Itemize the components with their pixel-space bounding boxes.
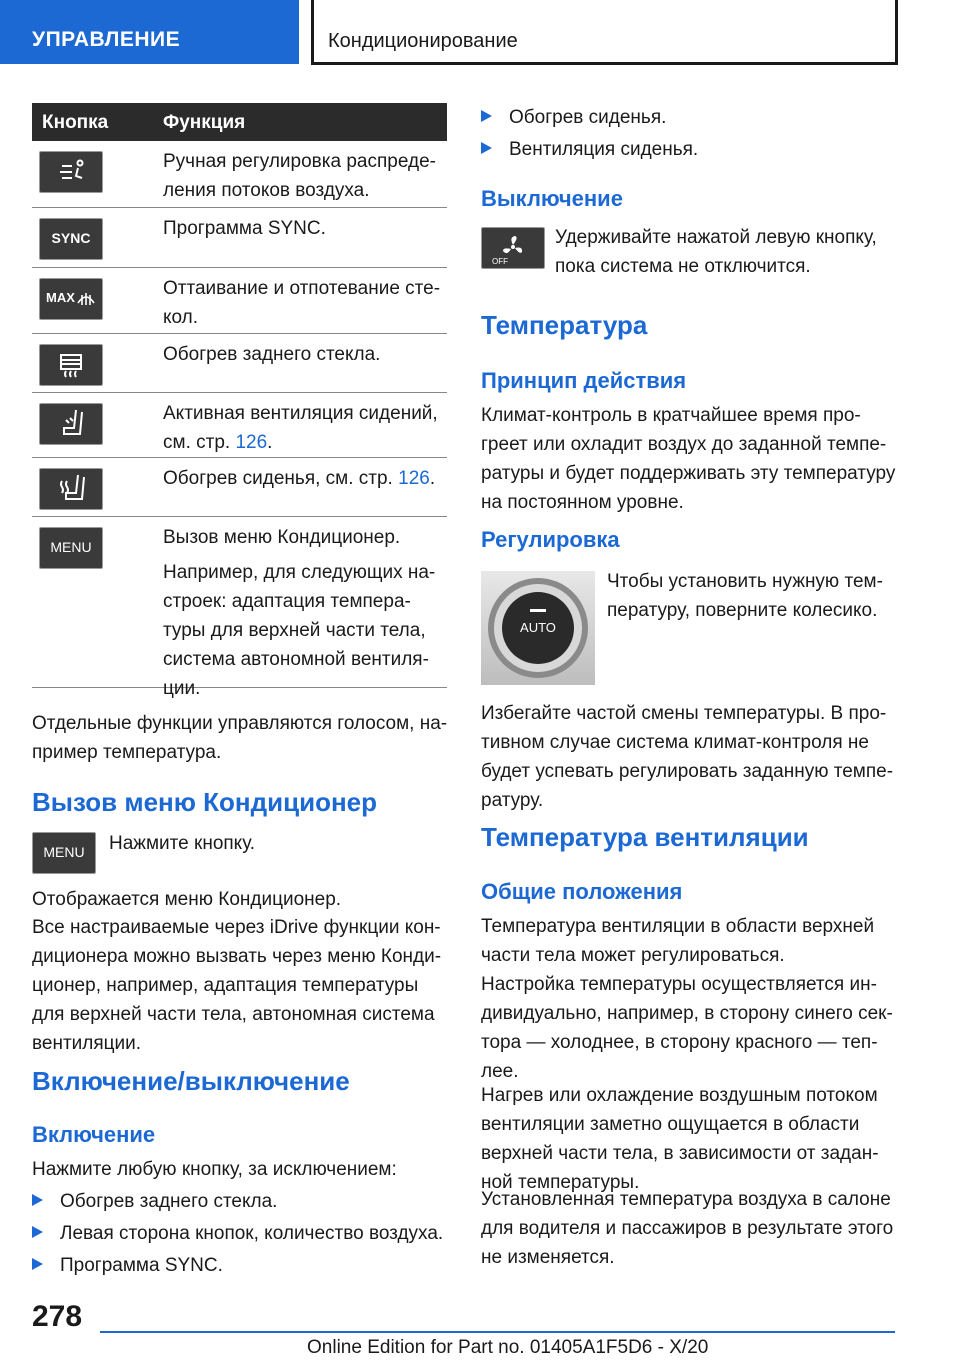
general-p4: Установленная температура воздуха в салоне для водителя и пассажиров в результате этого не изменяется. — [481, 1189, 894, 1268]
off-text: Удерживайте нажатой левую кнопку, пока система не отключится. — [555, 227, 877, 277]
page-link[interactable]: 126 — [235, 432, 268, 453]
table-row — [32, 393, 447, 458]
footer-divider — [100, 1331, 895, 1333]
principle-text: Климат-контроль в кратчайшее время про- греет или охладит воздух до заданной темпе- ратуры и будет поддерживать эту температуру на постоянном уровне. — [481, 405, 896, 513]
header-function: Функция — [163, 112, 246, 133]
menu-shown-text: Отображается меню Кондиционер. — [32, 889, 342, 910]
header-button: Кнопка — [42, 112, 109, 133]
section-title: УПРАВЛЕНИЕ — [32, 28, 181, 51]
voice-note: Отдельные функции управляются голосом, на- пример температура. — [32, 713, 448, 763]
row-text: Программа SYNC. — [163, 218, 326, 239]
off-heading: Выключение — [481, 186, 623, 211]
onoff-heading: Включение/выключение — [32, 1066, 350, 1096]
row-text: Вызов меню Кондиционер. — [163, 527, 401, 548]
table-row — [32, 334, 447, 393]
row-text: см. стр. 126. — [163, 432, 273, 453]
table-row — [32, 268, 447, 334]
svg-text:OFF: OFF — [492, 257, 508, 266]
idrive-note: Все настраиваемые через iDrive функции кон- диционера можно вызвать через меню Конди- ционер, например, адаптация температуры для верхней части тела, автономная система вентиляции. — [32, 917, 442, 1054]
max-defrost-icon: MAX — [39, 278, 103, 320]
row-text: Оттаивание и отпотевание сте- — [163, 278, 441, 299]
general-p1: Температура вентиляции в области верхней части тела может регулироваться. — [481, 916, 875, 966]
sync-icon: SYNC — [39, 218, 103, 260]
row-text: Обогрев заднего стекла. — [163, 344, 381, 365]
page-number: 278 — [32, 1300, 83, 1333]
menu-icon: MENU — [39, 527, 103, 569]
row-text: кол. — [163, 307, 199, 328]
temperature-knob-image — [481, 571, 595, 685]
general-p2: Настройка температуры осуществляется ин- дивидуально, например, в сторону синего сек- тора — холоднее, в сторону красного — теп- лее. — [481, 974, 893, 1082]
table-row — [32, 141, 447, 208]
table-row — [32, 208, 447, 268]
row-text: строек: адаптация темпера- — [163, 591, 411, 612]
principle-heading: Принцип действия — [481, 368, 687, 393]
temperature-heading: Температура — [481, 310, 648, 340]
general-p3: Нагрев или охлаждение воздушным потоком вентиляции заметно ощущается в области верхней части тела, в зависимости от задан- ной температуры. — [481, 1085, 879, 1193]
chapter-title: Кондиционирование — [328, 30, 518, 52]
seat-heating-icon — [39, 468, 103, 510]
adjust-heading: Регулировка — [481, 527, 620, 552]
fan-off-icon — [481, 227, 545, 269]
row-text: ции. — [163, 678, 201, 699]
row-text: ления потоков воздуха. — [163, 180, 370, 201]
row-text: Например, для следующих на- — [163, 562, 436, 583]
vent-temp-heading: Температура вентиляции — [481, 822, 809, 852]
table-row — [32, 517, 447, 699]
general-heading: Общие положения — [481, 879, 683, 904]
section-tab — [0, 0, 299, 64]
table-row — [32, 458, 447, 517]
avoid-text: Избегайте частой смены температуры. В про- тивном случае система климат-контроля не будет успевать регулировать заданную темпе- ратуру. — [481, 703, 894, 811]
chapter-tab — [311, 0, 898, 65]
row-text: Активная вентиляция сидений, — [163, 403, 438, 424]
knob-label: AUTO — [520, 620, 556, 635]
air-distribution-icon — [39, 151, 103, 193]
row-text: туры для верхней части тела, — [163, 620, 426, 641]
rear-window-heat-icon — [39, 344, 103, 386]
menu-heading: Вызов меню Кондиционер — [32, 787, 378, 817]
row-text: Обогрев сиденья, см. стр. 126. — [163, 468, 436, 489]
buttons-table — [32, 103, 447, 699]
row-text: система автономной вентиля- — [163, 649, 429, 670]
seat-ventilation-icon — [39, 403, 103, 445]
page-link[interactable]: 126 — [398, 468, 430, 489]
adjust-text: Чтобы установить нужную тем- пературу, поверните колесико. — [607, 571, 883, 621]
menu-button-icon: MENU — [32, 832, 96, 874]
row-text: Ручная регулировка распреде- — [163, 151, 436, 172]
press-button-text: Нажмите кнопку. — [109, 833, 256, 854]
on-text: Нажмите любую кнопку, за исключением: — [32, 1159, 397, 1180]
table-header — [32, 103, 447, 141]
on-heading: Включение — [32, 1122, 156, 1147]
edition-text: Online Edition for Part no. 01405A1F5D6 - X/20 — [307, 1337, 709, 1358]
